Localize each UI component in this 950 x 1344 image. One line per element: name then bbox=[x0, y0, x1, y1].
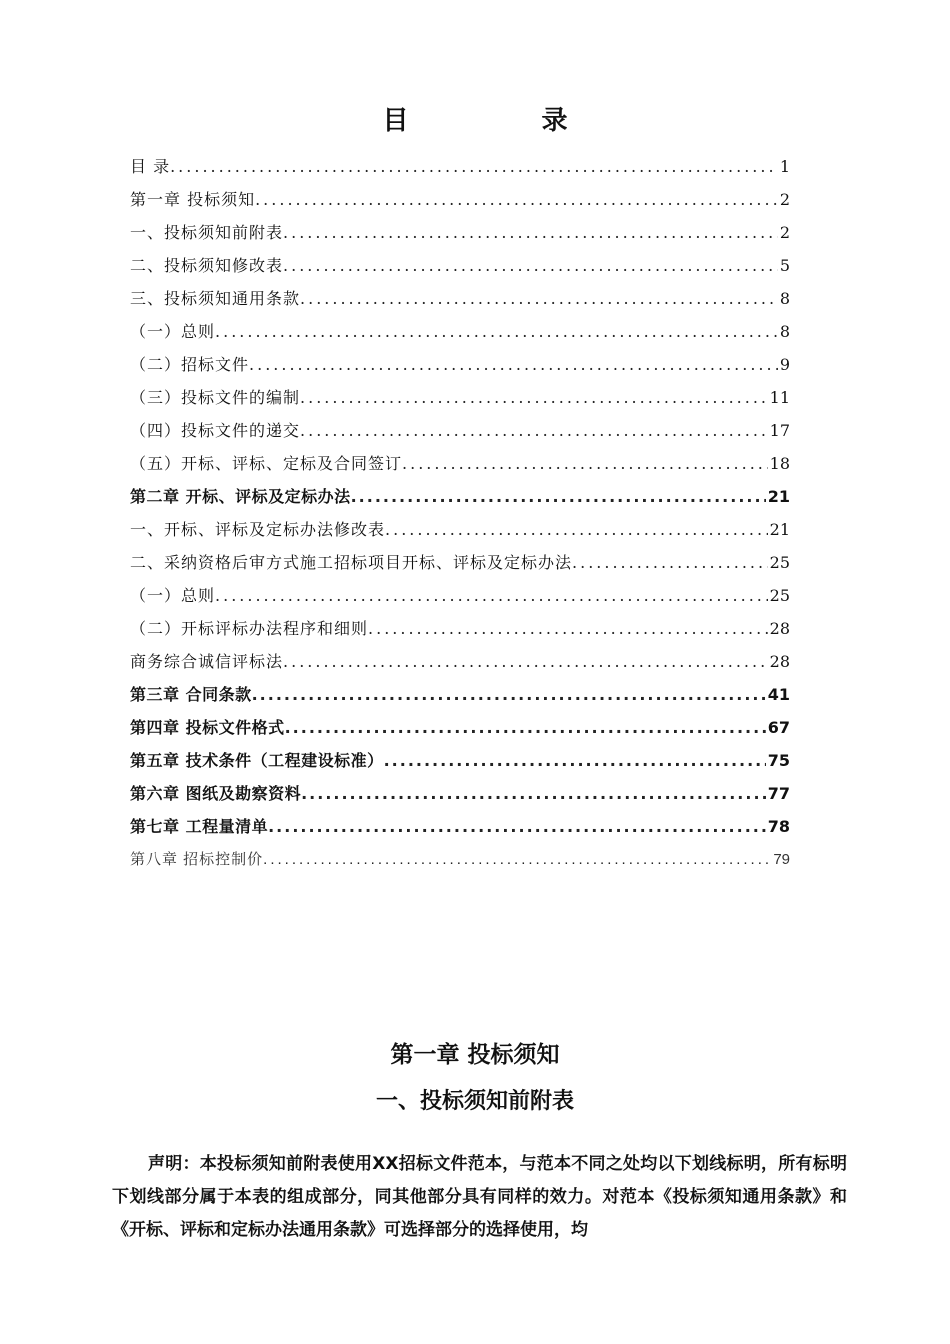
toc-leader-dots bbox=[300, 381, 768, 414]
toc-entry[interactable] bbox=[130, 183, 790, 216]
toc-leader-dots bbox=[252, 678, 766, 711]
toc-leader-dots bbox=[300, 414, 768, 447]
toc-entry-title: （三）投标文件的编制 bbox=[130, 388, 301, 407]
toc-leader-dots bbox=[368, 612, 768, 645]
toc-entry-title: （二）招标文件 bbox=[130, 355, 250, 374]
toc-entry[interactable] bbox=[130, 645, 790, 678]
toc-entry-title: 目 录 bbox=[130, 157, 171, 176]
toc-entry-title: 第二章 开标、评标及定标办法 bbox=[130, 487, 351, 506]
toc-entry-title: （二）开标评标办法程序和细则 bbox=[130, 619, 369, 638]
toc-entry-page: 28 bbox=[769, 619, 790, 638]
toc-entry[interactable] bbox=[130, 150, 790, 183]
toc-entry[interactable] bbox=[130, 513, 790, 546]
toc-leader-dots bbox=[572, 546, 768, 579]
toc-leader-dots bbox=[283, 645, 768, 678]
toc-entry-page: 77 bbox=[767, 784, 790, 803]
toc-entry[interactable] bbox=[130, 249, 790, 282]
toc-entry-page: 28 bbox=[769, 652, 790, 671]
toc-entry[interactable] bbox=[130, 843, 790, 876]
toc-entry-title: 第七章 工程量清单 bbox=[130, 817, 269, 836]
toc-entry-page: 5 bbox=[779, 256, 790, 275]
toc-entry-page: 79 bbox=[773, 851, 790, 868]
toc-entry-title: （一）总则 bbox=[130, 586, 216, 605]
toc-entry[interactable] bbox=[130, 282, 790, 315]
toc-leader-dots bbox=[300, 282, 778, 315]
toc-entry[interactable] bbox=[130, 612, 790, 645]
toc-leader-dots bbox=[255, 183, 778, 216]
toc-entry[interactable] bbox=[130, 579, 790, 612]
toc-leader-dots bbox=[385, 513, 768, 546]
toc-entry[interactable] bbox=[130, 678, 790, 711]
toc-entry-title: 商务综合诚信评标法 bbox=[130, 652, 284, 671]
toc-entry-page: 17 bbox=[769, 421, 790, 440]
toc-leader-dots bbox=[283, 249, 778, 282]
toc-leader-dots bbox=[268, 810, 766, 843]
toc-entry-page: 21 bbox=[769, 520, 790, 539]
body-paragraph: 声明：本投标须知前附表使用XX招标文件范本，与范本不同之处均以下划线标明，所有标明下划线部分属于本表的组成部分，同其他部分具有同样的效力。对范本《投标须知通用条款》和《开标、评标和定标办法通用条款》可选择部分的选择使用，均 bbox=[112, 1154, 847, 1240]
toc-entry-page: 9 bbox=[779, 355, 790, 374]
toc-entry[interactable] bbox=[130, 381, 790, 414]
toc-entry-title: 二、采纳资格后审方式施工招标项目开标、评标及定标办法 bbox=[130, 553, 573, 572]
chapter-heading: 第一章 投标须知 bbox=[390, 1042, 560, 1068]
toc-entry-page: 2 bbox=[779, 190, 790, 209]
toc-leader-dots bbox=[215, 315, 778, 348]
toc-entry-title: 一、开标、评标及定标办法修改表 bbox=[130, 520, 386, 539]
table-of-contents bbox=[130, 150, 790, 876]
toc-entry[interactable] bbox=[130, 348, 790, 381]
toc-entry[interactable] bbox=[130, 711, 790, 744]
toc-entry[interactable] bbox=[130, 315, 790, 348]
toc-entry-title: 一、投标须知前附表 bbox=[130, 223, 284, 242]
toc-entry-page: 25 bbox=[769, 586, 790, 605]
toc-entry[interactable] bbox=[130, 216, 790, 249]
toc-leader-dots bbox=[283, 216, 778, 249]
toc-entry[interactable] bbox=[130, 480, 790, 513]
toc-entry-title: （五）开标、评标、定标及合同签订 bbox=[130, 454, 403, 473]
toc-title: 目 录 bbox=[382, 106, 630, 136]
toc-entry[interactable] bbox=[130, 414, 790, 447]
toc-entry-page: 8 bbox=[779, 289, 790, 308]
toc-entry[interactable] bbox=[130, 447, 790, 480]
toc-leader-dots bbox=[301, 777, 766, 810]
toc-entry-page: 18 bbox=[769, 454, 790, 473]
toc-leader-dots bbox=[402, 447, 768, 480]
toc-entry[interactable] bbox=[130, 546, 790, 579]
toc-leader-dots bbox=[263, 843, 771, 876]
toc-entry-title: 第三章 合同条款 bbox=[130, 685, 252, 704]
toc-leader-dots bbox=[351, 480, 766, 513]
toc-entry-page: 41 bbox=[767, 685, 790, 704]
toc-entry-title: （一）总则 bbox=[130, 322, 216, 341]
section-heading: 一、投标须知前附表 bbox=[375, 1089, 574, 1114]
toc-entry-page: 25 bbox=[769, 553, 790, 572]
toc-leader-dots bbox=[249, 348, 778, 381]
toc-leader-dots bbox=[170, 150, 778, 183]
toc-entry-page: 11 bbox=[769, 388, 790, 407]
toc-entry-title: 三、投标须知通用条款 bbox=[130, 289, 301, 308]
toc-entry-title: 第六章 图纸及勘察资料 bbox=[130, 784, 302, 803]
toc-entry-page: 2 bbox=[779, 223, 790, 242]
toc-entry-title: 第一章 投标须知 bbox=[130, 190, 256, 209]
toc-entry-title: 第八章 招标控制价 bbox=[130, 851, 264, 868]
toc-entry-page: 75 bbox=[767, 751, 790, 770]
toc-entry-title: 第四章 投标文件格式 bbox=[130, 718, 285, 737]
toc-entry-page: 21 bbox=[767, 487, 790, 506]
toc-leader-dots bbox=[285, 711, 766, 744]
toc-entry-page: 67 bbox=[767, 718, 790, 737]
toc-entry-title: 二、投标须知修改表 bbox=[130, 256, 284, 275]
toc-entry[interactable] bbox=[130, 810, 790, 843]
toc-entry-title: 第五章 技术条件（工程建设标准） bbox=[130, 751, 384, 770]
toc-leader-dots bbox=[215, 579, 768, 612]
toc-entry-page: 1 bbox=[779, 157, 790, 176]
toc-entry-page: 8 bbox=[779, 322, 790, 341]
toc-entry-page: 78 bbox=[767, 817, 790, 836]
toc-entry[interactable] bbox=[130, 777, 790, 810]
toc-entry[interactable] bbox=[130, 744, 790, 777]
toc-entry-title: （四）投标文件的递交 bbox=[130, 421, 301, 440]
toc-leader-dots bbox=[384, 744, 766, 777]
